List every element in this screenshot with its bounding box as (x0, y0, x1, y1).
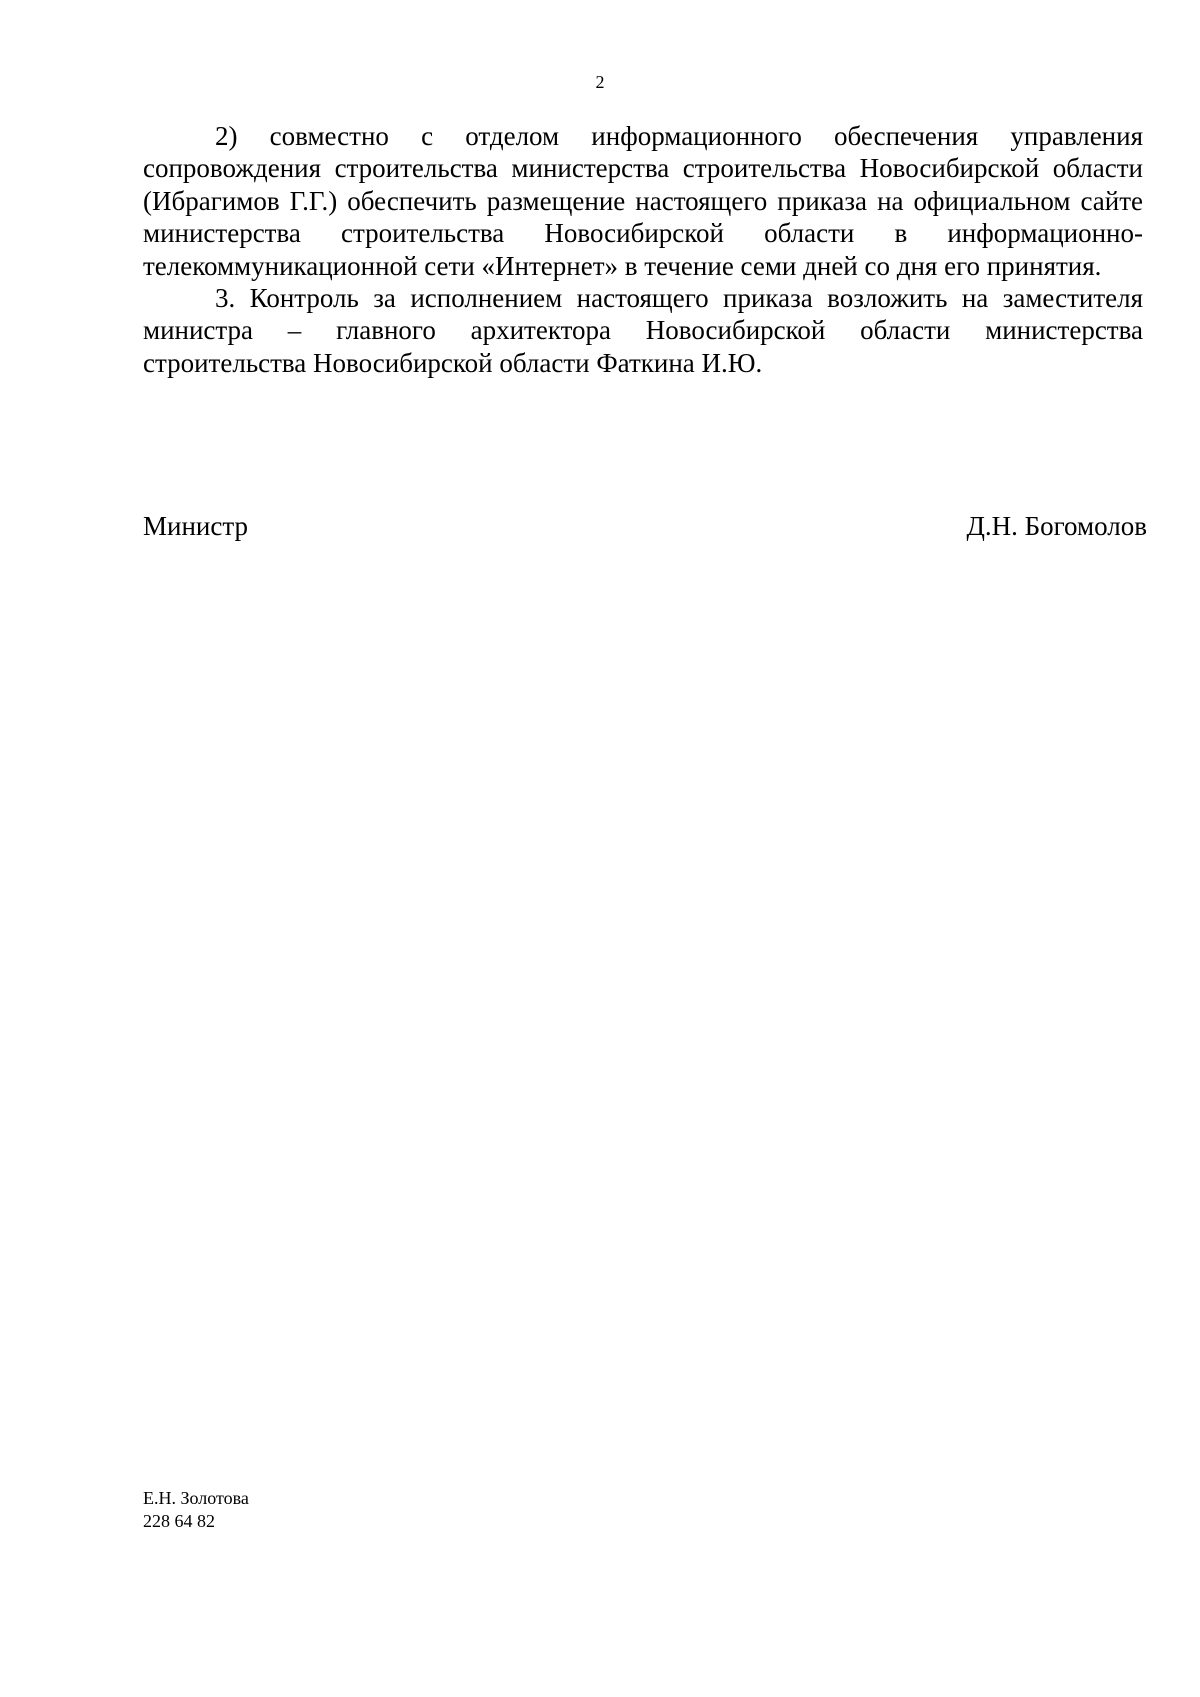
paragraph-item-2: 2) совместно с отделом информационного обеспечения управления сопровождения строительства министерства строительства Новосибирской области (Ибрагимов Г.Г.) обеспечить размещение настоящего приказа на официальном сайте министерства строительства Новосибирской области в информационно-телекоммуникационной сети «Интернет» в течение семи дней со дня его принятия. (143, 121, 1143, 281)
paragraph-item-3: 3. Контроль за исполнением настоящего приказа возложить на заместителя министра – главного архитектора Новосибирской области министерства строительства Новосибирской области Фаткина И.Ю. (143, 283, 1143, 378)
page-number: 2 (595, 72, 605, 92)
executor-info (143, 1487, 249, 1533)
signatory-name: Д.Н. Богомолов (966, 511, 1147, 541)
signatory-position: Министр (143, 511, 248, 541)
signature-block (143, 510, 1147, 542)
executor-name: Е.Н. Золотова (143, 1488, 249, 1508)
order-body (143, 120, 1143, 379)
executor-phone: 228 64 82 (143, 1511, 215, 1531)
